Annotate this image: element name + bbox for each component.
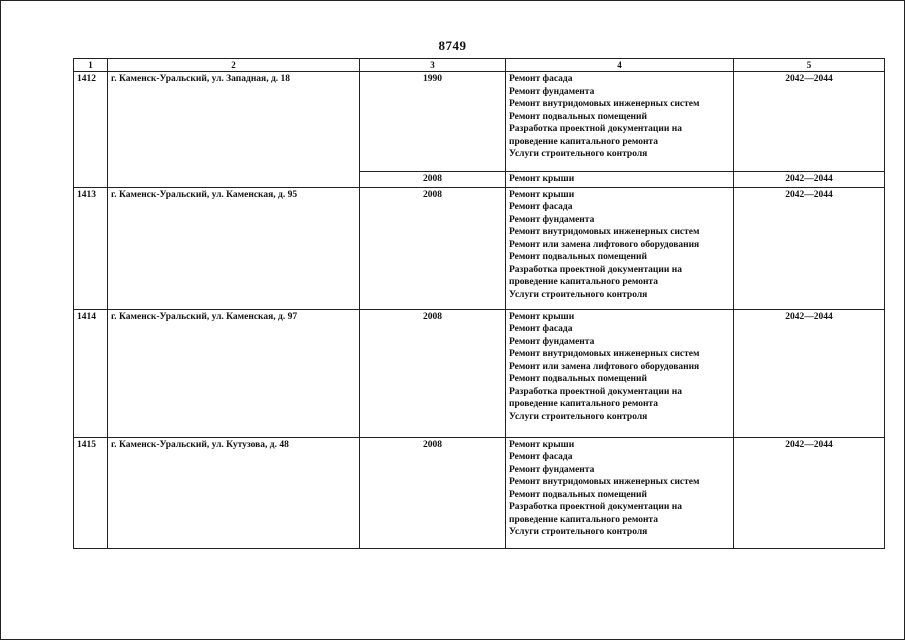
table-body [74, 72, 885, 549]
year-cell: 2008 [360, 172, 506, 188]
work-item: Разработка проектной документации на [509, 386, 682, 397]
work-item: проведение капитального ремонта [509, 399, 658, 409]
year-cell: 2008 [360, 309, 506, 437]
work-item: проведение капитального ремонта [509, 136, 658, 147]
work-item: Ремонт крыши [509, 189, 575, 200]
period-cell: 2042—2044 [734, 437, 885, 548]
period-cell: 2042—2044 [734, 187, 885, 309]
period-cell: 2042—2044 [734, 172, 885, 188]
address-cell: г. Каменск-Уральский, ул. Каменская, д. 95 [108, 187, 360, 309]
year-cell: 2008 [360, 437, 506, 548]
work-item: Ремонт фундамента [509, 336, 595, 347]
work-item: Разработка проектной документации на [509, 264, 682, 275]
year-cell: 1990 [360, 72, 506, 172]
period-cell: 2042—2044 [734, 309, 885, 437]
works-cell [506, 187, 734, 309]
header-col-2: 2 [108, 59, 360, 72]
page-number: 8749 [438, 38, 467, 53]
row-number-cell: 1413 [74, 187, 108, 309]
work-item: Услуги строительного контроля [509, 289, 648, 300]
work-item: Ремонт фасада [509, 452, 573, 462]
work-item: Услуги строительного контроля [509, 411, 648, 422]
address-cell: г. Каменск-Уральский, ул. Каменская, д. 97 [108, 309, 360, 437]
header-col-3: 3 [360, 59, 506, 72]
capital-repair-table [73, 58, 885, 549]
work-item: Ремонт внутридомовых инженерных систем [509, 227, 700, 237]
header-col-5: 5 [734, 59, 885, 72]
works-cell [506, 172, 734, 188]
table-row [74, 309, 885, 437]
work-item: Ремонт внутридомовых инженерных систем [509, 477, 700, 487]
work-item: Ремонт или замена лифтового оборудования [509, 361, 700, 372]
row-number-cell: 1415 [74, 437, 108, 548]
works-cell [506, 72, 734, 172]
work-item: Ремонт подвальных помещений [509, 374, 647, 384]
header-col-1: 1 [74, 59, 108, 72]
table-row [74, 72, 885, 172]
work-item: Ремонт внутридомовых инженерных систем [509, 99, 700, 109]
row-number-cell: 1412 [74, 72, 108, 188]
work-item: Ремонт фасада [509, 202, 573, 212]
work-item: Ремонт подвальных помещений [509, 252, 647, 262]
period-cell: 2042—2044 [734, 72, 885, 172]
table-row [74, 437, 885, 548]
row-number-cell: 1414 [74, 309, 108, 437]
header-col-4: 4 [506, 59, 734, 72]
work-item: Ремонт крыши [509, 174, 575, 184]
work-item: Ремонт крыши [509, 311, 575, 322]
work-item: проведение капитального ремонта [509, 514, 658, 525]
work-item: Ремонт подвальных помещений [509, 489, 647, 500]
works-cell [506, 437, 734, 548]
work-item: Разработка проектной документации на [509, 124, 682, 134]
year-cell: 2008 [360, 187, 506, 309]
work-item: Ремонт фундамента [509, 86, 595, 97]
work-item: Ремонт фундамента [509, 464, 595, 475]
work-item: Ремонт или замена лифтового оборудования [509, 239, 700, 250]
address-cell: г. Каменск-Уральский, ул. Кутузова, д. 48 [108, 437, 360, 548]
works-cell [506, 309, 734, 437]
work-item: Разработка проектной документации на [509, 502, 682, 512]
work-item: Услуги строительного контроля [509, 149, 648, 159]
work-item: проведение капитального ремонта [509, 277, 658, 287]
work-item: Ремонт внутридомовых инженерных систем [509, 349, 700, 359]
header-row [74, 59, 885, 72]
work-item: Ремонт фасада [509, 74, 573, 84]
work-item: Ремонт крыши [509, 439, 575, 450]
table-row [74, 187, 885, 309]
work-item: Ремонт фасада [509, 324, 573, 334]
table-header [74, 59, 885, 72]
work-item: Ремонт подвальных помещений [509, 111, 647, 122]
work-item: Услуги строительного контроля [509, 527, 648, 537]
work-item: Ремонт фундамента [509, 214, 595, 225]
address-cell: г. Каменск-Уральский, ул. Западная, д. 18 [108, 72, 360, 188]
